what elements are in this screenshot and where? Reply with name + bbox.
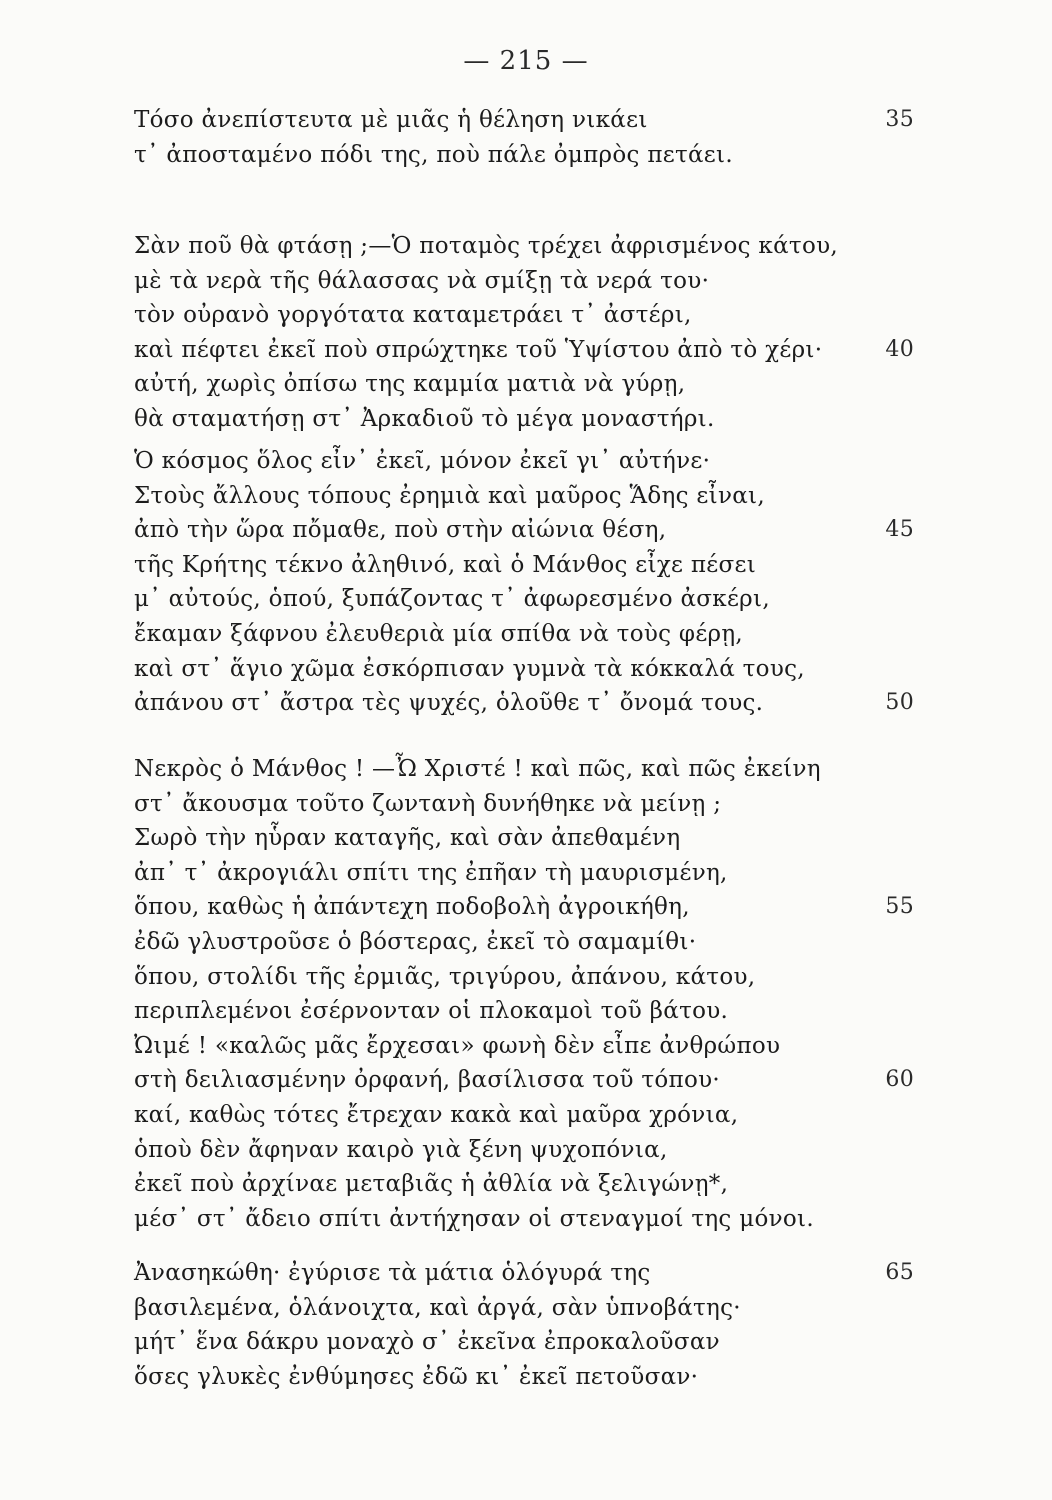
verse-text: στ᾿ ἄκουσμα τοῦτο ζωντανὴ δυνήθηκε νὰ μείνῃ ; bbox=[134, 790, 722, 817]
verse-line bbox=[134, 890, 914, 925]
verse-text: ἀπὸ τὴν ὥρα πὄμαθε, ποὺ στὴν αἰώνια θέση, bbox=[134, 517, 667, 544]
verse-text: μέσ᾿ στ᾿ ἄδειο σπίτι ἀντήχησαν οἱ στεναγμοί της μόνοι. bbox=[134, 1205, 814, 1232]
line-number: 35 bbox=[885, 107, 914, 132]
verse-text: μ᾿ αὐτούς, ὁπού, ξυπάζοντας τ᾿ ἀφωρεσμένο ἀσκέρι, bbox=[134, 586, 770, 613]
verse-line bbox=[134, 229, 854, 264]
stanza bbox=[134, 444, 914, 721]
verse-text: μήτ᾿ ἕνα δάκρυ μοναχὸ σ᾿ ἐκεῖνα ἐπροκαλοῦσαν bbox=[134, 1329, 720, 1356]
verse-text: βασιλεμένα, ὁλάνοιχτα, καὶ ἀργά, σὰν ὑπνοβάτης· bbox=[134, 1294, 741, 1321]
verse-line bbox=[134, 960, 854, 995]
verse-text: Νεκρὸς ὁ Μάνθος ! —Ὦ Χριστέ ! καὶ πῶς, καὶ πῶς ἐκείνη bbox=[134, 756, 821, 782]
verse-text: Τόσο ἀνεπίστευτα μὲ μιᾶς ἡ θέληση νικάει bbox=[134, 107, 648, 133]
line-number: 50 bbox=[885, 690, 914, 716]
verse-text: ὅπου, καθὼς ἡ ἀπάντεχη ποδοβολὴ ἀγροικήθη, bbox=[134, 894, 690, 921]
verse-line bbox=[134, 1133, 854, 1168]
verse-line bbox=[134, 1029, 854, 1064]
verse-line bbox=[134, 103, 914, 138]
verse-line bbox=[134, 994, 854, 1029]
verse-line bbox=[134, 1098, 854, 1133]
verse-text: ἀπ᾿ τ᾿ ἀκρογιάλι σπίτι της ἐπῆαν τὴ μαυρισμένη, bbox=[134, 859, 728, 886]
verse-line bbox=[134, 402, 854, 437]
verse-line bbox=[134, 787, 854, 822]
line-number: 55 bbox=[885, 894, 914, 920]
verse-text: Στοὺς ἄλλους τόπους ἐρημιὰ καὶ μαῦρος Ἅδης εἶναι, bbox=[134, 482, 765, 509]
verse-text: τὸν οὐρανὸ γοργότατα καταμετράει τ᾿ ἀστέρι, bbox=[134, 302, 692, 329]
verse-line bbox=[134, 856, 854, 891]
verse-text: περιπλεμένοι ἐσέρνονταν οἱ πλοκαμοὶ τοῦ βάτου. bbox=[134, 998, 729, 1025]
verse-text: Ὁ κόσμος ὅλος εἶν᾿ ἐκεῖ, μόνον ἐκεῖ γι᾿ αὐτήνε· bbox=[134, 448, 711, 474]
verse-text: τῆς Κρήτης τέκνο ἀληθινό, καὶ ὁ Μάνθος εἶχε πέσει bbox=[134, 551, 757, 578]
verse-line bbox=[134, 479, 854, 514]
verse-text: θὰ σταματήσῃ στ᾿ Ἀρκαδιοῦ τὸ μέγα μοναστήρι. bbox=[134, 405, 715, 432]
stanza bbox=[134, 229, 914, 437]
verse-text: Σωρὸ τὴν ηὗραν καταγῆς, καὶ σὰν ἀπεθαμένη bbox=[134, 825, 681, 852]
verse-line bbox=[134, 1325, 854, 1360]
verse-text: ὅσες γλυκὲς ἐνθύμησες ἐδῶ κι᾿ ἐκεῖ πετοῦσαν· bbox=[134, 1363, 699, 1390]
verse-text: Σὰν ποῦ θὰ φτάσῃ ;—Ὁ ποταμὸς τρέχει ἀφρισμένος κάτου, bbox=[134, 233, 838, 259]
verse-line bbox=[134, 752, 854, 787]
verse-text: καὶ πέφτει ἐκεῖ ποὺ σπρώχτηκε τοῦ Ὑψίστου ἀπὸ τὸ χέρι· bbox=[134, 336, 823, 363]
stanza bbox=[134, 752, 914, 1236]
page-number: — 215 — bbox=[463, 46, 589, 76]
verse-line bbox=[134, 1256, 914, 1291]
stanza bbox=[134, 1256, 914, 1394]
verse-line bbox=[134, 444, 854, 479]
verse-line bbox=[134, 138, 854, 173]
verse-line bbox=[134, 1063, 914, 1098]
verse-line bbox=[134, 652, 854, 687]
verse-text: τ᾿ ἀποσταμένο πόδι της, ποὺ πάλε ὀμπρὸς πετάει. bbox=[134, 141, 733, 168]
verse-text: Ἀνασηκώθη· ἐγύρισε τὰ μάτια ὁλόγυρά της bbox=[134, 1260, 651, 1286]
line-number: 65 bbox=[885, 1260, 914, 1285]
verse-text: ὅπου, στολίδι τῆς ἐρμιᾶς, τριγύρου, ἀπάνου, κάτου, bbox=[134, 963, 756, 990]
verse-line bbox=[134, 513, 914, 548]
verse-text: ὁποὺ δὲν ἄφηναν καιρὸ γιὰ ξένη ψυχοπόνια, bbox=[134, 1136, 668, 1163]
verse-text: ἀπάνου στ᾿ ἄστρα τὲς ψυχές, ὁλοῦθε τ᾿ ὄνομά τους. bbox=[134, 690, 764, 717]
verse-text: στὴ δειλιασμένην ὀρφανή, βασίλισσα τοῦ τόπου· bbox=[134, 1067, 721, 1094]
verse-text: ἔκαμαν ξάφνου ἐλευθεριὰ μία σπίθα νὰ τοὺς φέρῃ, bbox=[134, 620, 744, 647]
verse-line bbox=[134, 821, 854, 856]
verse-line bbox=[134, 298, 854, 333]
verse-line bbox=[134, 367, 854, 402]
verse-text: μὲ τὰ νερὰ τῆς θάλασσας νὰ σμίξῃ τὰ νερά του· bbox=[134, 267, 710, 294]
verse-text: ἐδῶ γλυστροῦσε ὁ βόστερας, ἐκεῖ τὸ σαμαμίθι· bbox=[134, 928, 697, 955]
verse-line bbox=[134, 1360, 854, 1395]
line-number: 60 bbox=[885, 1067, 914, 1093]
stanza bbox=[134, 103, 914, 172]
verse-line bbox=[134, 548, 854, 583]
verse-text: Ὠιμέ ! «καλῶς μᾶς ἔρχεσαι» φωνὴ δὲν εἶπε ἀνθρώπου bbox=[134, 1032, 781, 1059]
line-number: 45 bbox=[885, 517, 914, 543]
verse-text: αὐτή, χωρὶς ὀπίσω της καμμία ματιὰ νὰ γύρῃ, bbox=[134, 371, 686, 398]
verse-line bbox=[134, 264, 854, 299]
verse-line bbox=[134, 1291, 854, 1326]
verse-line bbox=[134, 333, 914, 368]
verse-line bbox=[134, 925, 854, 960]
verse-line bbox=[134, 1167, 854, 1202]
verse-line bbox=[134, 617, 854, 652]
verse-text: καὶ στ᾿ ἅγιο χῶμα ἐσκόρπισαν γυμνὰ τὰ κόκκαλά τους, bbox=[134, 655, 805, 682]
verse-line bbox=[134, 686, 914, 721]
verse-text: ἐκεῖ ποὺ ἀρχίναε μεταβιᾶς ἡ ἀθλία νὰ ξελιγώνῃ*, bbox=[134, 1171, 729, 1198]
line-number: 40 bbox=[885, 336, 914, 362]
verse-line bbox=[134, 582, 854, 617]
verse-text: καί, καθὼς τότες ἔτρεχαν κακὰ καὶ μαῦρα χρόνια, bbox=[134, 1101, 739, 1128]
verse-line bbox=[134, 1202, 854, 1237]
